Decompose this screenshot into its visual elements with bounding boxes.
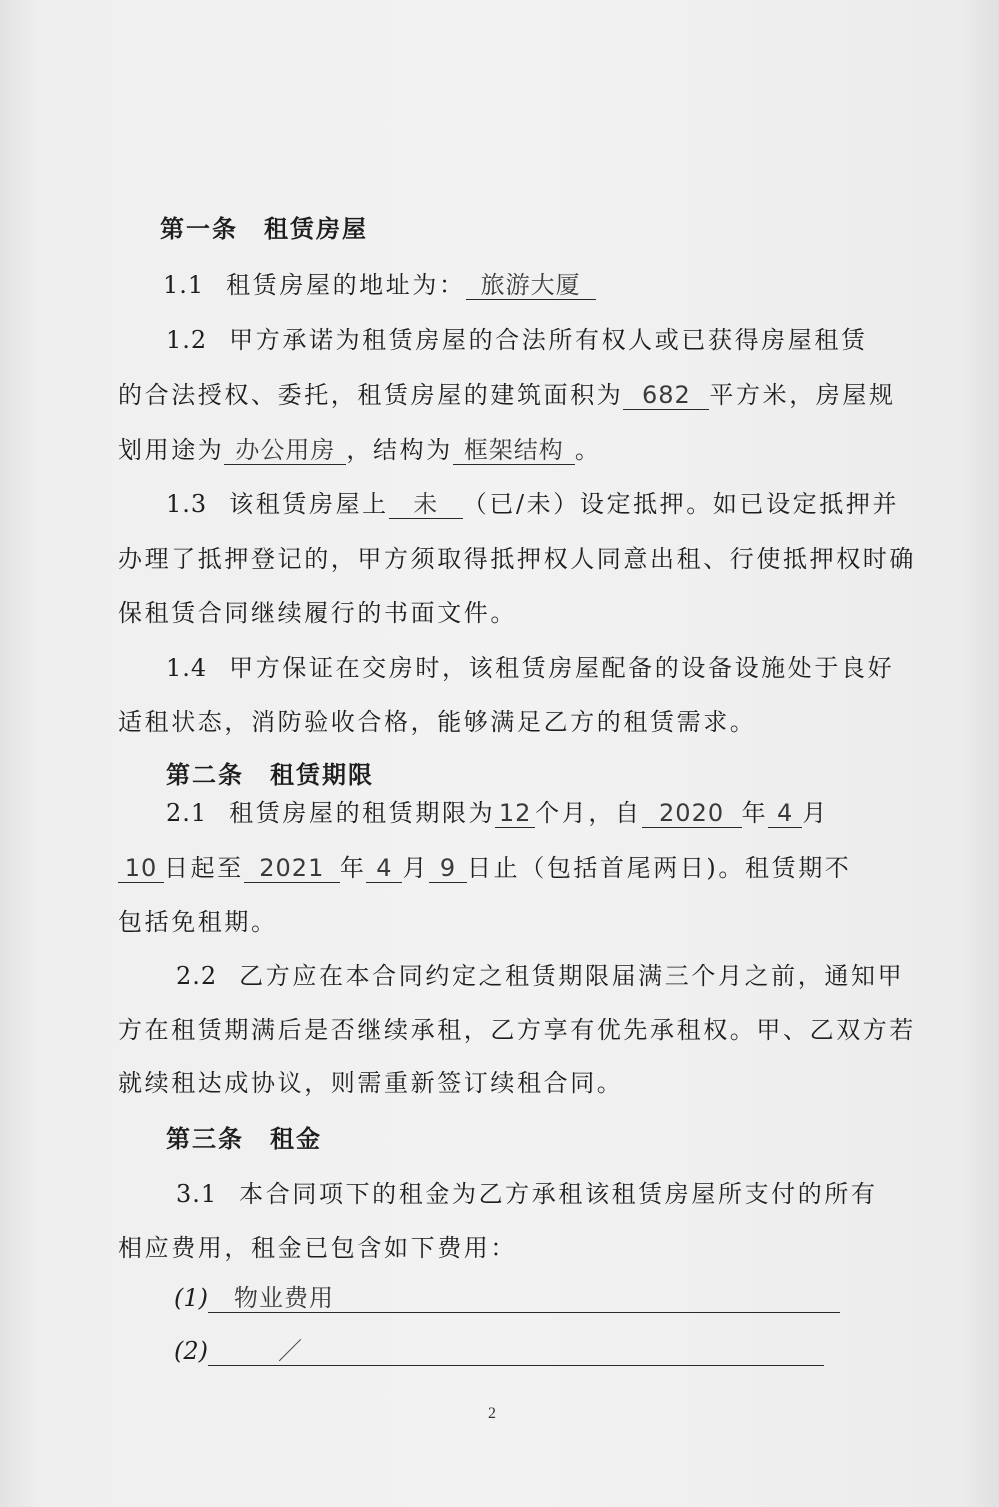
clause-text: 划用途为 bbox=[118, 436, 225, 464]
clause-number: 3.1 bbox=[176, 1180, 218, 1208]
clause-text: 甲方保证在交房时，该租赁房屋配备的设备设施处于良好 bbox=[229, 654, 895, 682]
clause-text: 月 bbox=[402, 854, 430, 882]
clause-1-4-line2 bbox=[118, 707, 756, 737]
clause-1-4-line1 bbox=[166, 653, 894, 683]
clause-2-1-line2 bbox=[118, 853, 851, 883]
clause-text: 日止（包括首尾两日)。租赁期不 bbox=[467, 854, 852, 882]
clause-text: 保租赁合同继续履行的书面文件。 bbox=[118, 599, 517, 627]
section-title: 租金 bbox=[270, 1124, 322, 1153]
clause-text: 。 bbox=[574, 436, 602, 464]
start-month-field: 4 bbox=[768, 799, 802, 828]
months-field: 12 bbox=[495, 799, 535, 828]
start-day-field: 10 bbox=[118, 854, 164, 883]
address-field: 旅游大厦 bbox=[466, 271, 596, 300]
clause-text: 包括免租期。 bbox=[118, 908, 278, 936]
section-label: 第三条 bbox=[166, 1124, 244, 1153]
clause-1-2-line3 bbox=[118, 435, 601, 465]
clause-1-3-line1 bbox=[166, 489, 899, 519]
clause-1-3-line2 bbox=[118, 544, 916, 574]
clause-number: 1.3 bbox=[166, 490, 208, 518]
clause-text: 本合同项下的租金为乙方承租该租赁房屋所支付的所有 bbox=[239, 1180, 878, 1208]
fee-item-label: (2) bbox=[174, 1337, 208, 1365]
clause-1-1 bbox=[163, 270, 596, 300]
clause-2-2-line2 bbox=[118, 1015, 916, 1045]
fee-item-value: ／ bbox=[208, 1337, 824, 1366]
clause-text: 就续租达成协议，则需重新签订续租合同。 bbox=[118, 1069, 624, 1097]
clause-text: 该租赁房屋上 bbox=[229, 490, 389, 518]
clause-2-2-line1 bbox=[176, 961, 904, 991]
clause-text: 乙方应在本合同约定之租赁期限届满三个月之前，通知甲 bbox=[239, 962, 905, 990]
section-label: 第二条 bbox=[166, 760, 244, 789]
fee-item-value: 物业费用 bbox=[208, 1284, 840, 1313]
clause-1-3-line3 bbox=[118, 598, 517, 628]
clause-text: （已/未）设定抵押。如已设定抵押并 bbox=[462, 490, 900, 518]
clause-text: 办理了抵押登记的，甲方须取得抵押权人同意出租、行使抵押权时确 bbox=[118, 545, 916, 573]
clause-2-2-line3 bbox=[118, 1068, 623, 1098]
section-label: 第一条 bbox=[160, 214, 238, 243]
clause-3-1-line2 bbox=[118, 1233, 517, 1263]
usage-field: 办公用房 bbox=[224, 436, 346, 465]
clause-text: 方在租赁期满后是否继续承租，乙方享有优先承租权。甲、乙双方若 bbox=[118, 1016, 916, 1044]
clause-text: 甲方承诺为租赁房屋的合法所有权人或已获得房屋租赁 bbox=[229, 326, 868, 354]
end-month-field: 4 bbox=[366, 854, 402, 883]
area-field: 682 bbox=[623, 381, 709, 410]
clause-text: 租赁房屋的地址为： bbox=[226, 271, 466, 299]
structure-field: 框架结构 bbox=[453, 436, 575, 465]
clause-2-1-line3 bbox=[118, 907, 278, 937]
clause-1-2-line2 bbox=[118, 380, 896, 410]
clause-text: 月 bbox=[802, 799, 829, 827]
clause-number: 1.4 bbox=[166, 654, 208, 682]
section-3-heading bbox=[166, 1124, 322, 1154]
fee-item-2 bbox=[174, 1336, 824, 1366]
clause-1-2-line1 bbox=[166, 325, 868, 355]
clause-text: 个月，自 bbox=[535, 799, 642, 827]
clause-number: 2.1 bbox=[166, 799, 208, 827]
section-2-heading bbox=[166, 760, 374, 790]
section-title: 租赁房屋 bbox=[264, 214, 368, 243]
clause-number: 1.2 bbox=[166, 326, 208, 354]
end-day-field: 9 bbox=[429, 854, 467, 883]
start-year-field: 2020 bbox=[642, 799, 742, 828]
clause-text: 年 bbox=[339, 854, 367, 882]
section-1-heading bbox=[160, 214, 368, 244]
clause-text: 租赁房屋的租赁期限为 bbox=[229, 799, 496, 827]
clause-text: 适租状态，消防验收合格，能够满足乙方的租赁需求。 bbox=[118, 708, 757, 736]
fee-item-1 bbox=[174, 1283, 840, 1313]
clause-text: 相应费用，租金已包含如下费用： bbox=[118, 1234, 517, 1262]
clause-text: 平方米，房屋规 bbox=[709, 381, 896, 409]
clause-text: 年 bbox=[741, 799, 769, 827]
clause-number: 1.1 bbox=[163, 271, 205, 299]
clause-2-1-line1 bbox=[166, 798, 829, 828]
fee-item-label: (1) bbox=[174, 1284, 208, 1312]
end-year-field: 2021 bbox=[244, 854, 340, 883]
clause-number: 2.2 bbox=[176, 962, 218, 990]
clause-text: 的合法授权、委托，租赁房屋的建筑面积为 bbox=[118, 381, 624, 409]
mortgage-field: 未 bbox=[389, 490, 463, 519]
section-title: 租赁期限 bbox=[270, 760, 374, 789]
clause-text: ，结构为 bbox=[346, 436, 453, 464]
clause-text: 日起至 bbox=[164, 854, 244, 882]
clause-3-1-line1 bbox=[176, 1179, 878, 1209]
page-number: 2 bbox=[488, 1405, 496, 1422]
